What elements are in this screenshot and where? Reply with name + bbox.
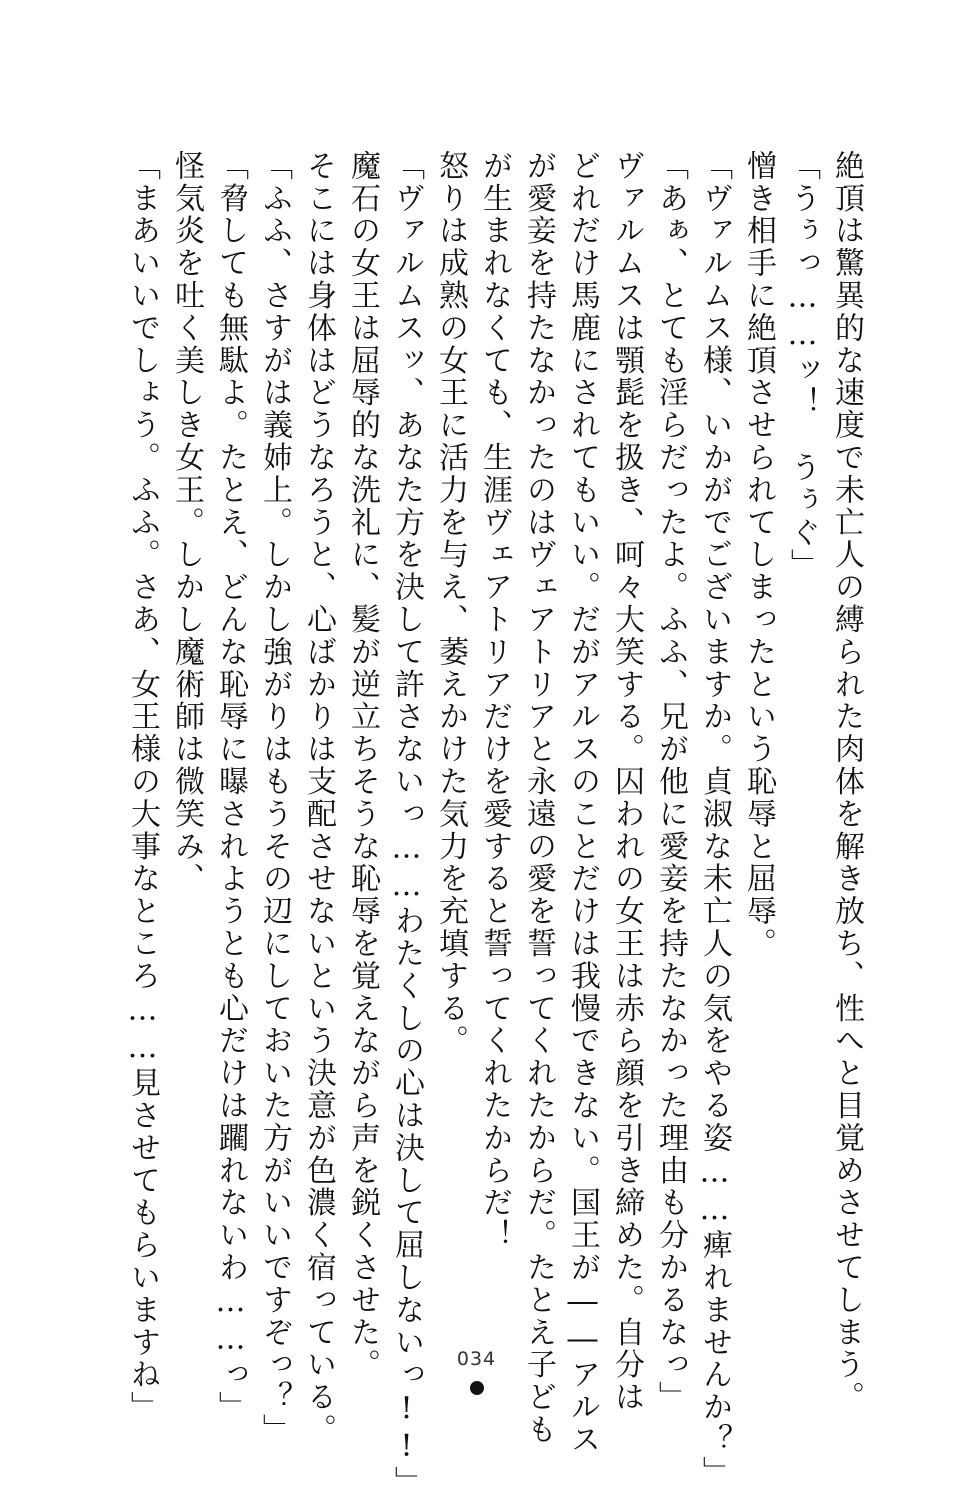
- text-line: が生まれなくても、生涯ヴェアトリアだけを愛すると誓ってくれたからだ！: [477, 150, 512, 1252]
- text-line: 「あぁ、とても淫らだったよ。ふふ、兄が他に愛妾を持たなかった理由も分かるなっ」: [653, 150, 688, 1414]
- text-line: そこには身体はどうなろうと、心ばかりは支配させないという決意が色濃く宿っている。: [301, 150, 336, 1446]
- text-line: 怪気炎を吐く美しき女王。しかし魔術師は微笑み、: [169, 150, 204, 896]
- text-line: 絶頂は驚異的な速度で未亡人の縛られた肉体を解き放ち、性へと目覚めさせてしまう。: [829, 150, 864, 1414]
- text-line: 魔石の女王は屈辱的な洗礼に、髪が逆立ちそうな恥辱を覚えながら声を鋭くさせた。: [345, 150, 380, 1382]
- text-line: どれだけ馬鹿にされてもいい。だがアルスのことだけは我慢できない。国王が――アルス: [565, 150, 600, 1456]
- text-line: 憎き相手に絶頂させられてしまったという恥辱と屈辱。: [741, 150, 776, 960]
- page-marker-dot: [470, 1381, 484, 1395]
- text-line: 怒りは成熟の女王に活力を与え、萎えかけた気力を充填する。: [433, 150, 468, 1058]
- text-line: が愛妾を持たなかったのはヴェアトリアと永遠の愛を誓ってくれたからだ。たとえ子ども: [521, 150, 556, 1446]
- text-line: ヴァルムスは顎髭を扱き、呵々大笑する。囚われの女王は赤ら顔を引き締めた。自分は: [609, 150, 644, 1414]
- text-line: 「うぅっ……ッ！ うぅぐ」: [785, 150, 820, 582]
- text-line: 「ふふ、さすがは義姉上。しかし強がりはもうその辺にしておいた方がいいですぞっ？」: [257, 150, 292, 1446]
- text-line: 「脅しても無駄よ。たとえ、どんな恥辱に曝されようとも心だけは躙れないわ……っ」: [213, 150, 248, 1424]
- text-line: 「ヴァルムスッ、あなた方を決して許さないっ……わたくしの心は決して屈しないっ!!」: [389, 150, 424, 1498]
- text-line: 「まあいいでしょう。ふふ。さあ、女王様の大事なところ……見させてもらいますね」: [125, 150, 160, 1424]
- text-line: 「ヴァルムス様、いかがでございますか。貞淑な未亡人の気をやる姿……痺れませんか？」: [697, 150, 732, 1489]
- page-number: 034: [456, 1348, 497, 1370]
